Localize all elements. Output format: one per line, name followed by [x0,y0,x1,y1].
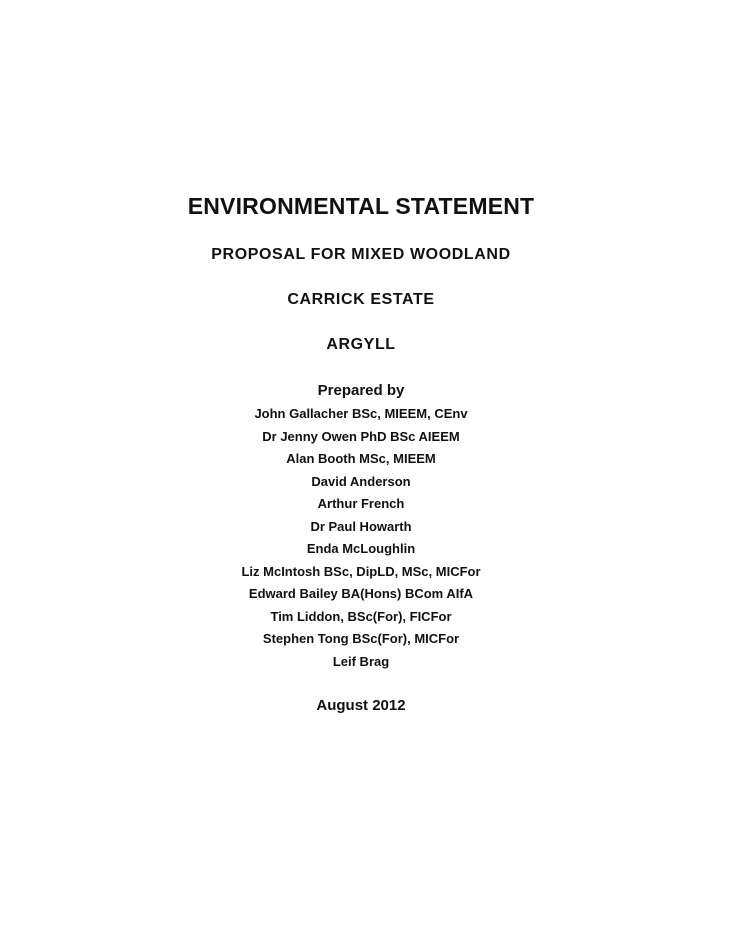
prepared-by-label: Prepared by [317,382,405,399]
region-subtitle: ARGYLL [326,336,396,353]
author-item: Leif Brag [332,653,390,669]
author-item: Stephen Tong BSc(For), MICFor [262,631,460,646]
author-item: John Gallacher BSc, MIEEM, CEnv [254,406,468,421]
estate-subtitle: CARRICK ESTATE [287,291,435,308]
document-date: August 2012 [316,697,406,714]
author-item: Enda McLoughlin [306,541,416,556]
author-list [0,405,722,675]
author-item: Arthur French [317,496,405,511]
author-item: Alan Booth MSc, MIEEM [286,451,436,466]
proposal-subtitle: PROPOSAL FOR MIXED WOODLAND [211,246,511,263]
author-item: Tim Liddon, BSc(For), FICFor [270,608,452,624]
author-item: Dr Jenny Owen PhD BSc AIEEM [262,428,460,444]
author-item: Dr Paul Howarth [310,518,412,534]
document-title: ENVIRONMENTAL STATEMENT [187,193,535,219]
author-item: Edward Bailey BA(Hons) BCom AIfA [248,586,474,601]
author-item: David Anderson [311,473,411,489]
author-item: Liz McIntosh BSc, DipLD, MSc, MICFor [241,563,481,579]
